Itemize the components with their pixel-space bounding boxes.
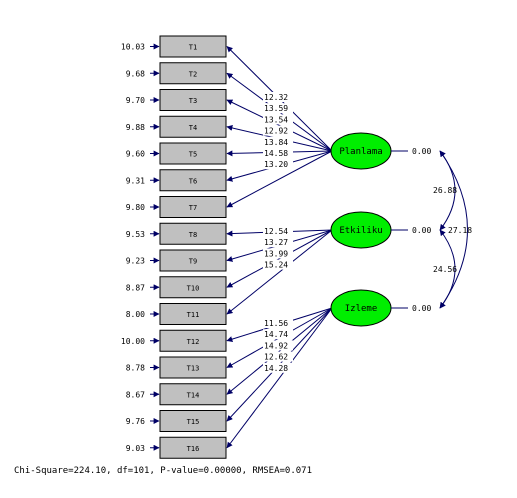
loading-value-16: 14.28: [264, 363, 289, 373]
covariance-group: [433, 151, 472, 308]
error-variance-t8: 9.53: [125, 229, 145, 239]
loading-value-8: 12.54: [264, 227, 289, 236]
loading-value-4: 12.92: [264, 126, 289, 136]
error-variance-t11: 8.00: [125, 310, 145, 319]
loading-path-16: [227, 308, 332, 448]
observed-label-t15: T15: [186, 418, 200, 426]
latent-label-etkiliku: Etkiliku: [339, 226, 383, 236]
loading-value-2: 13.59: [264, 104, 289, 114]
error-variance-t14: 8.67: [125, 390, 145, 400]
error-variance-t6: 9.31: [125, 176, 145, 186]
observed-label-t8: T8: [188, 230, 198, 239]
loading-value-14: 14.92: [264, 341, 289, 351]
latent-label-planlama: Planlama: [339, 147, 383, 157]
covariance-value-3: 27.18: [448, 226, 473, 235]
observed-label-t10: T10: [186, 284, 200, 293]
loading-value-13: 14.74: [264, 330, 289, 340]
observed-label-t2: T2: [188, 70, 198, 79]
loading-labels-group: [263, 92, 293, 373]
observed-label-t1: T1: [188, 43, 198, 52]
error-variance-t12: 10.00: [120, 336, 145, 346]
loading-value-6: 14.58: [264, 149, 289, 158]
observed-label-t7: T7: [188, 204, 198, 212]
error-variance-t9: 9.23: [125, 256, 145, 266]
loading-value-12: 11.56: [264, 319, 289, 328]
error-variance-t2: 9.68: [125, 69, 145, 79]
error-variance-t1: 10.03: [120, 42, 145, 52]
error-variance-t10: 8.87: [125, 283, 145, 293]
observed-label-t16: T16: [186, 444, 200, 453]
latent-variance-etkiliku: 0.00: [412, 226, 432, 235]
observed-label-t5: T5: [188, 150, 198, 159]
error-variance-t4: 9.88: [125, 122, 145, 132]
loading-value-11: 15.24: [264, 260, 289, 270]
error-arrows-group: [121, 43, 159, 453]
latent-variance-planlama: 0.00: [412, 147, 432, 156]
observed-label-t14: T14: [186, 391, 200, 400]
covariance-value-1: 26.88: [433, 186, 458, 195]
observed-variables-group: [160, 36, 226, 458]
observed-label-t13: T13: [186, 364, 200, 373]
error-variance-t3: 9.70: [125, 96, 145, 105]
loading-value-5: 13.84: [264, 137, 289, 147]
error-variance-t5: 9.60: [125, 149, 145, 159]
loading-value-1: 12.32: [264, 93, 289, 102]
error-variance-t15: 9.76: [125, 417, 145, 426]
observed-label-t12: T12: [186, 337, 200, 346]
error-variance-t7: 9.80: [125, 203, 145, 212]
latent-variables-group: [331, 133, 431, 326]
error-variance-t16: 9.03: [125, 443, 145, 453]
observed-label-t11: T11: [186, 311, 200, 319]
loading-value-9: 13.27: [264, 238, 289, 248]
error-variance-t13: 8.78: [125, 363, 145, 373]
observed-label-t9: T9: [188, 257, 198, 266]
covariance-value-2: 24.56: [433, 265, 458, 274]
observed-label-t4: T4: [188, 123, 198, 132]
latent-variance-izleme: 0.00: [412, 304, 432, 313]
latent-label-izleme: Izleme: [344, 304, 378, 314]
observed-label-t6: T6: [188, 177, 198, 186]
loading-value-7: 13.20: [264, 160, 289, 170]
loading-value-15: 12.62: [264, 352, 289, 362]
observed-label-t3: T3: [188, 97, 198, 105]
loading-value-10: 13.99: [264, 249, 289, 259]
loading-value-3: 13.54: [264, 115, 289, 125]
fit-statistics: Chi-Square=224.10, df=101, P-value=0.00000, RMSEA=0.071: [14, 466, 313, 476]
